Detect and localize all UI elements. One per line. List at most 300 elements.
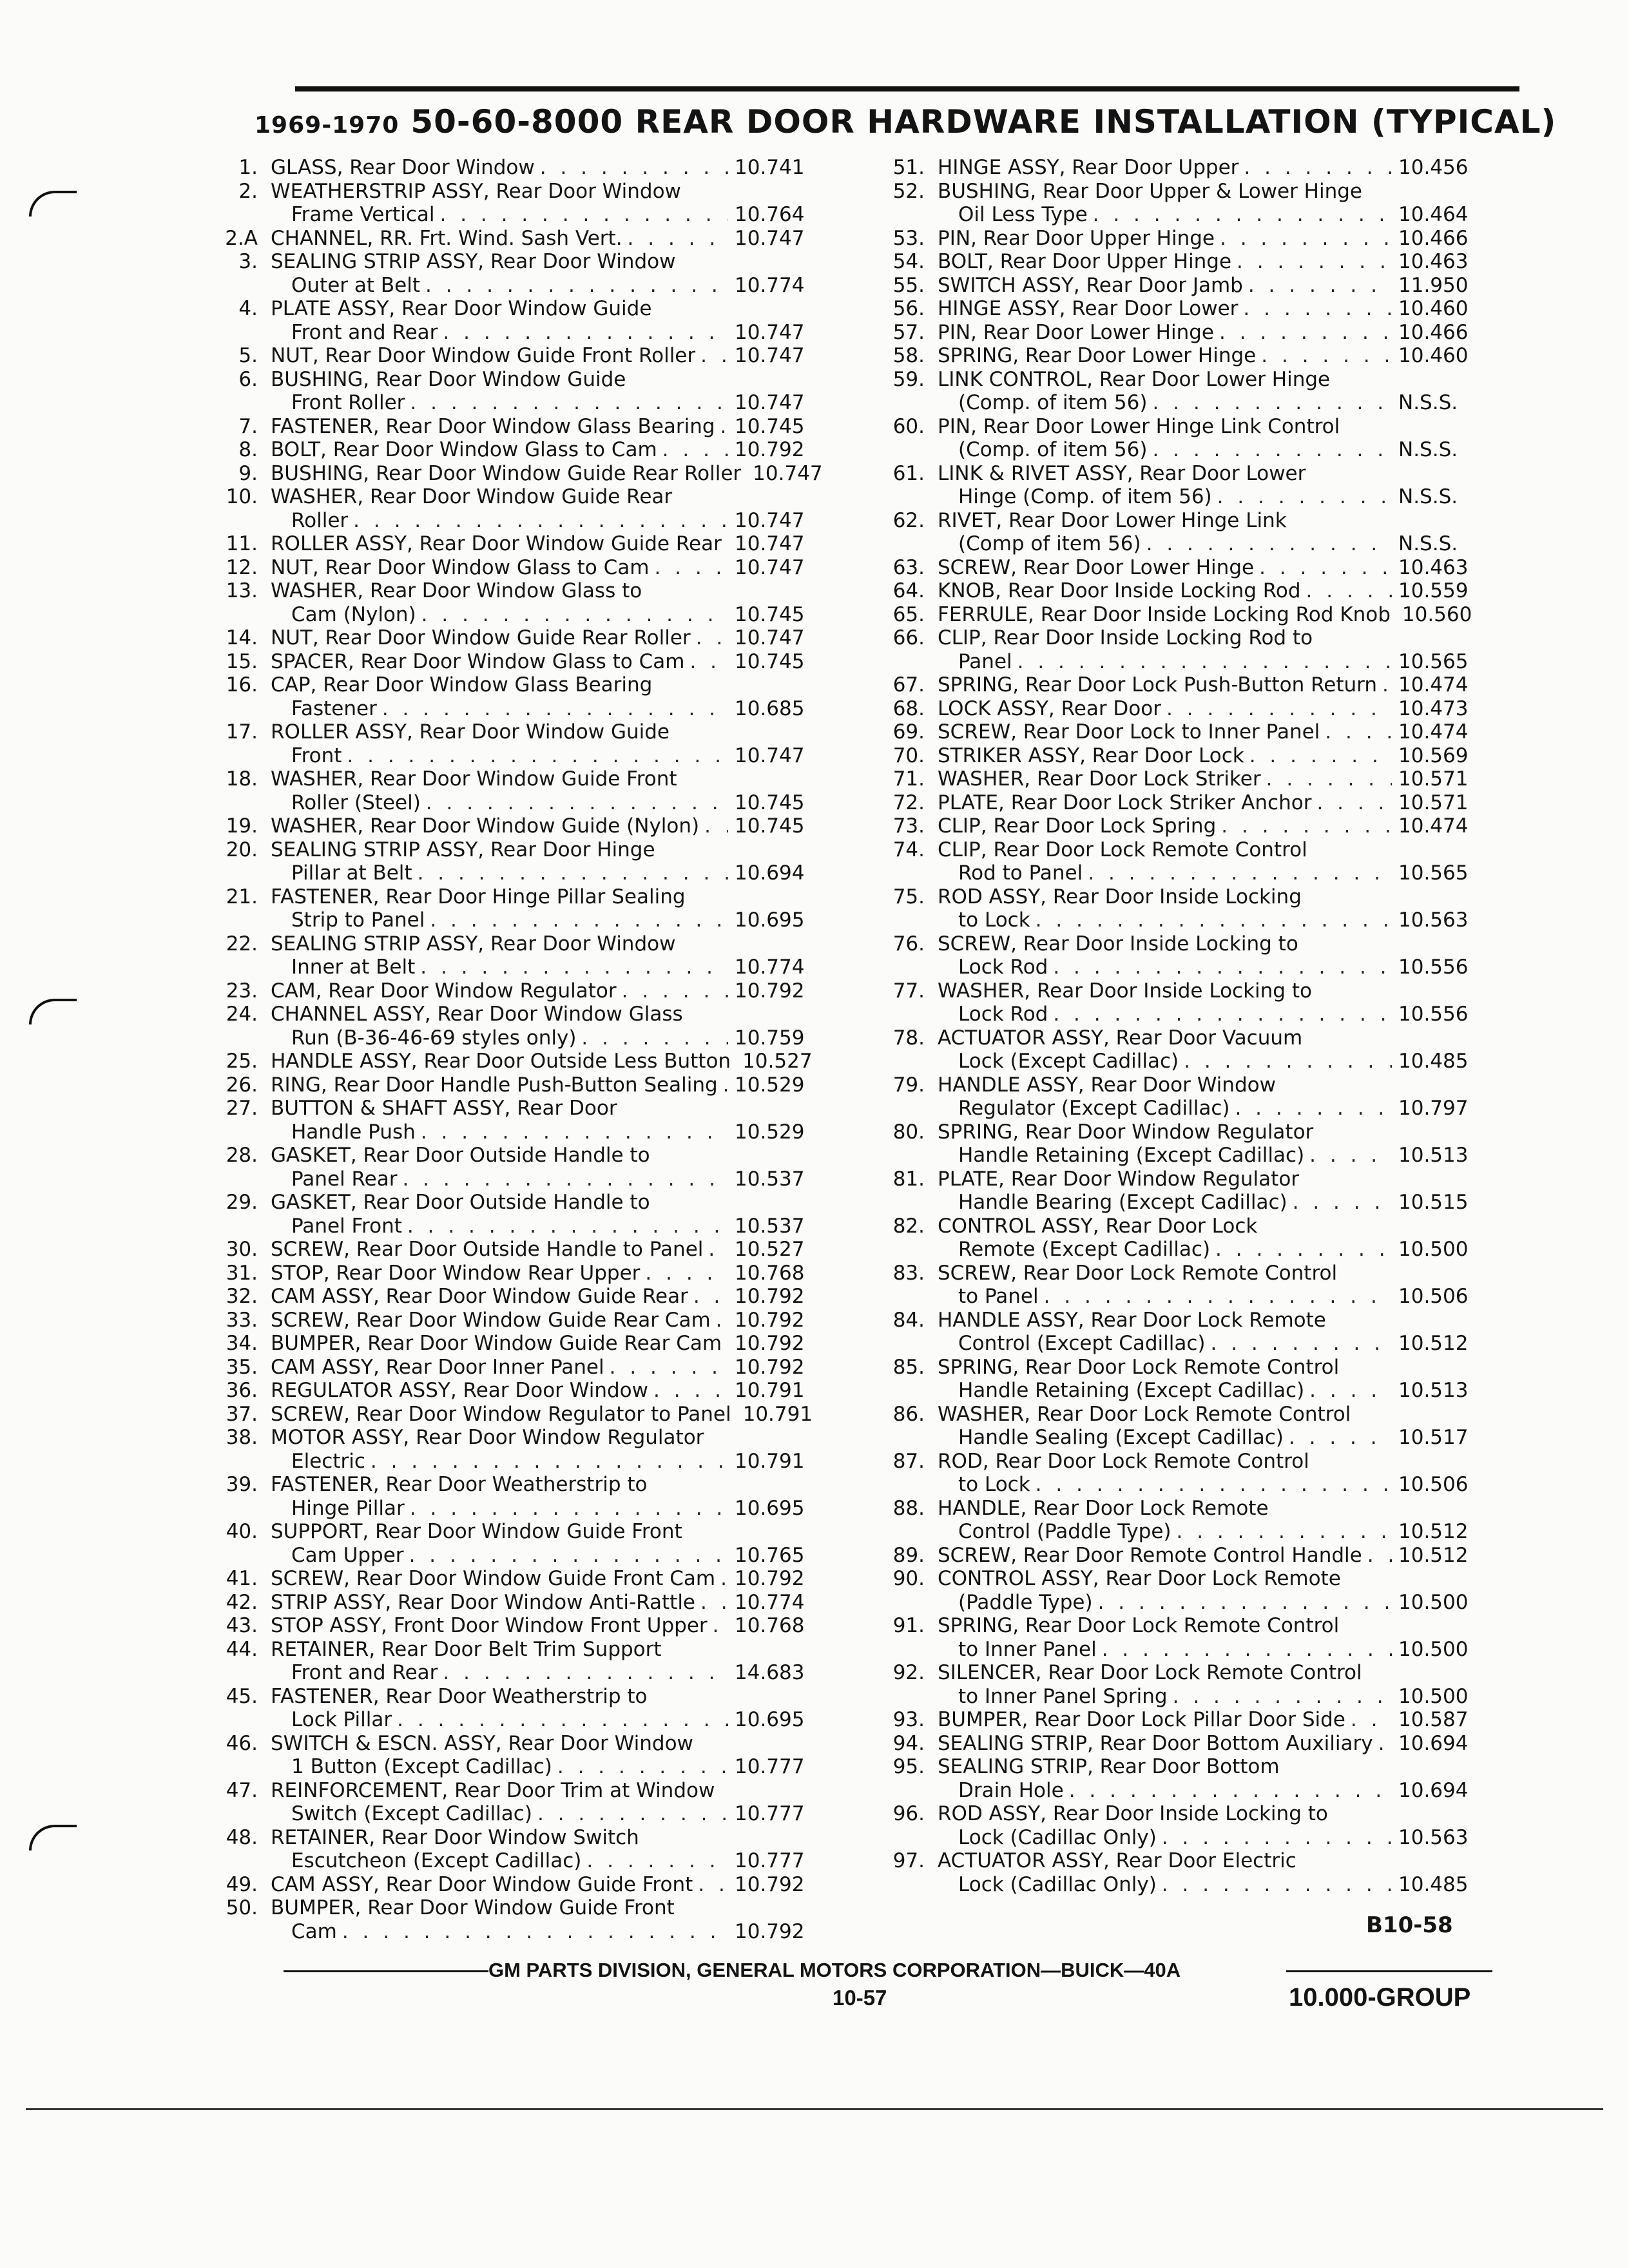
dot-leader — [438, 1661, 728, 1685]
description-line — [271, 626, 815, 650]
dot-leader — [1141, 532, 1392, 556]
part-group-number: 10.797 — [1398, 1097, 1469, 1120]
part-item — [854, 673, 1485, 697]
description-text: Cam Upper — [291, 1543, 404, 1567]
item-number: 67. — [892, 673, 925, 697]
dot-leader — [1210, 1238, 1392, 1262]
item-number: 92. — [892, 1661, 925, 1684]
part-item — [854, 1073, 1485, 1120]
footer-rule-right — [1286, 1970, 1492, 1972]
dot-leader — [722, 1332, 728, 1356]
item-description — [938, 673, 1485, 697]
part-group-number: 10.792 — [735, 1919, 805, 1943]
description-text: WEATHERSTRIP ASSY, Rear Door Window — [271, 179, 681, 203]
part-group-number: 10.515 — [1398, 1191, 1469, 1214]
binder-hole-mark — [29, 1825, 77, 1850]
description-text: PLATE, Rear Door Lock Striker Anchor — [938, 791, 1312, 814]
item-description — [271, 1685, 815, 1732]
item-description — [938, 603, 1485, 627]
part-item — [187, 1309, 815, 1332]
description-line — [271, 1073, 815, 1097]
item-description — [271, 1050, 815, 1073]
item-description — [271, 838, 815, 885]
dot-leader — [337, 1920, 728, 1944]
item-description — [938, 415, 1485, 462]
description-text: Lock (Cadillac Only) — [958, 1825, 1157, 1849]
part-item — [187, 1003, 815, 1050]
part-item — [187, 1426, 815, 1473]
part-number-spacer — [728, 932, 815, 956]
spacer — [1302, 1026, 1392, 1050]
description-line — [938, 1285, 1485, 1309]
part-group-number: 11.950 — [1398, 273, 1469, 297]
description-line — [271, 203, 815, 227]
description-line — [271, 1708, 815, 1732]
description-text: KNOB, Rear Door Inside Locking Rod — [938, 579, 1301, 602]
description-text: SILENCER, Rear Door Lock Remote Control — [938, 1661, 1362, 1684]
part-number-spacer — [728, 885, 815, 909]
part-item — [854, 1732, 1485, 1756]
description-text: GASKET, Rear Door Outside Handle to — [271, 1144, 650, 1167]
part-number-spacer — [1392, 1262, 1485, 1285]
part-item — [187, 344, 815, 368]
group-label: 10.000-GROUP — [1289, 1983, 1471, 2012]
item-number: 2. — [238, 179, 258, 203]
spacer — [617, 1097, 728, 1120]
description-text: (Paddle Type) — [958, 1590, 1093, 1614]
description-line — [271, 1802, 815, 1826]
description-line — [938, 1591, 1485, 1615]
dot-leader — [434, 203, 728, 227]
description-text: STRIP ASSY, Rear Door Window Anti-Rattle — [271, 1590, 696, 1614]
description-text: Switch (Except Cadillac) — [291, 1802, 532, 1825]
part-number-spacer — [1392, 1755, 1485, 1779]
description-line — [271, 415, 815, 439]
description-text: SPRING, Rear Door Lock Remote Control — [938, 1614, 1340, 1637]
dot-leader — [731, 1050, 736, 1073]
item-description — [271, 1826, 815, 1873]
part-item — [187, 579, 815, 626]
dot-leader — [1244, 744, 1392, 768]
item-description — [271, 1873, 815, 1897]
item-number: 77. — [892, 979, 925, 1003]
description-line — [938, 1097, 1485, 1120]
part-item — [187, 227, 815, 251]
description-text: PLATE ASSY, Rear Door Window Guide — [271, 297, 652, 320]
item-number: 3. — [238, 250, 258, 273]
description-line — [271, 908, 815, 932]
description-text: HANDLE ASSY, Rear Door Lock Remote — [938, 1308, 1326, 1332]
dot-leader — [402, 1215, 728, 1238]
description-text: Regulator (Except Cadillac) — [958, 1097, 1230, 1120]
part-group-number: 10.774 — [735, 1590, 805, 1614]
part-item — [854, 368, 1485, 415]
part-item — [854, 791, 1485, 815]
spacer — [1313, 1120, 1392, 1144]
description-line — [938, 1520, 1485, 1544]
part-group-number: 10.571 — [1398, 791, 1469, 814]
part-item — [854, 462, 1485, 509]
part-item — [854, 1168, 1485, 1215]
item-number: 69. — [892, 720, 925, 744]
part-group-number: 10.745 — [735, 602, 805, 626]
description-line — [271, 1003, 815, 1026]
spacer — [1340, 415, 1392, 439]
part-item — [854, 720, 1485, 744]
part-item — [187, 1473, 815, 1520]
description-line — [938, 1168, 1485, 1191]
part-item — [854, 1567, 1485, 1614]
description-text: BOLT, Rear Door Upper Hinge — [938, 250, 1232, 273]
description-text: PIN, Rear Door Lower Hinge Link Control — [938, 414, 1340, 438]
part-group-number: 14.683 — [735, 1661, 805, 1684]
spacer — [683, 1003, 728, 1026]
part-number-spacer — [728, 368, 815, 392]
description-line — [271, 603, 815, 627]
spacer — [675, 1896, 728, 1920]
dot-leader — [604, 1356, 728, 1379]
dot-leader — [1157, 1826, 1392, 1850]
spacer — [1337, 1262, 1392, 1285]
spacer — [1362, 180, 1392, 204]
part-number-spacer — [1392, 932, 1485, 956]
dot-leader — [693, 1873, 728, 1897]
item-description — [938, 1708, 1485, 1732]
item-number: 29. — [226, 1191, 258, 1214]
item-number: 57. — [892, 320, 925, 344]
item-description — [938, 791, 1485, 815]
dot-leader — [688, 1285, 728, 1309]
part-item — [854, 321, 1485, 345]
spacer — [675, 932, 728, 956]
part-group-number: N.S.S. — [1398, 438, 1458, 461]
footer-rule-left — [284, 1970, 488, 1972]
description-text: Fastener — [291, 697, 377, 720]
dot-leader — [1301, 579, 1392, 603]
part-group-number: 10.747 — [735, 391, 805, 414]
description-line — [938, 1003, 1485, 1026]
description-text: STOP, Rear Door Window Rear Upper — [271, 1261, 641, 1285]
dot-leader — [1243, 274, 1392, 298]
part-number-spacer — [1392, 885, 1485, 909]
item-description — [938, 767, 1485, 791]
dot-leader — [425, 908, 728, 932]
description-line — [938, 1473, 1485, 1497]
description-line — [938, 720, 1485, 744]
dot-leader — [691, 626, 728, 650]
title-text: 50-60-8000 REAR DOOR HARDWARE INSTALLATION (TYPICAL) — [410, 103, 1557, 140]
part-number-spacer — [1392, 1497, 1485, 1521]
description-text: Panel Rear — [291, 1167, 398, 1191]
item-description — [271, 767, 815, 814]
part-item — [187, 1191, 815, 1238]
item-number: 15. — [226, 649, 258, 673]
item-description — [271, 415, 815, 439]
item-description — [271, 1309, 815, 1332]
description-line — [938, 1450, 1485, 1474]
part-item — [854, 1026, 1485, 1073]
part-item — [187, 1332, 815, 1356]
item-description — [938, 697, 1485, 721]
part-item — [187, 932, 815, 979]
description-line — [271, 485, 815, 509]
item-description — [938, 1661, 1485, 1708]
item-description — [271, 1614, 815, 1638]
spacer — [1302, 885, 1392, 909]
description-text: Lock Rod — [958, 956, 1048, 979]
part-group-number: 10.745 — [735, 791, 805, 814]
description-line — [938, 767, 1485, 791]
description-text: Rod to Panel — [958, 861, 1083, 885]
item-description — [938, 1614, 1485, 1661]
part-number-spacer — [728, 767, 815, 791]
item-description — [938, 1802, 1485, 1849]
part-group-number: 10.563 — [1398, 1825, 1469, 1849]
part-item — [187, 814, 815, 838]
description-line — [938, 744, 1485, 768]
item-number: 68. — [892, 697, 925, 720]
description-line — [271, 697, 815, 721]
description-text: WASHER, Rear Door Inside Locking to — [938, 979, 1312, 1003]
description-text: Strip to Panel — [291, 908, 425, 932]
part-number-spacer — [728, 297, 815, 321]
part-group-number: 10.745 — [735, 414, 805, 438]
part-number-spacer — [1392, 1614, 1485, 1638]
part-item — [854, 1497, 1485, 1544]
description-text: Escutcheon (Except Cadillac) — [291, 1849, 582, 1872]
part-item — [187, 838, 815, 885]
item-number: 62. — [892, 508, 925, 532]
part-group-number: 10.774 — [735, 273, 805, 297]
description-text: RING, Rear Door Handle Push-Button Sealing — [271, 1073, 718, 1097]
description-line — [938, 1309, 1485, 1332]
part-item — [854, 579, 1485, 603]
dot-leader — [1377, 673, 1392, 697]
description-text: SEALING STRIP ASSY, Rear Door Window — [271, 250, 676, 273]
description-line — [938, 1732, 1485, 1756]
item-number: 39. — [226, 1473, 258, 1496]
item-description — [271, 461, 823, 486]
item-number: 12. — [226, 555, 258, 579]
part-number-spacer — [728, 838, 815, 862]
item-description — [938, 156, 1485, 180]
part-group-number: 10.500 — [1398, 1684, 1469, 1708]
description-text: CAM ASSY, Rear Door Window Guide Rear — [271, 1285, 688, 1308]
item-number: 91. — [892, 1614, 925, 1637]
part-group-number: 10.792 — [735, 438, 805, 461]
item-number: 25. — [226, 1050, 258, 1073]
part-group-number: 10.694 — [1398, 1731, 1469, 1755]
part-number-spacer — [1392, 1567, 1485, 1591]
part-item — [187, 1591, 815, 1615]
dot-leader — [342, 744, 728, 768]
part-group-number: 10.774 — [735, 956, 805, 979]
item-number: 37. — [226, 1402, 258, 1426]
description-text: Front — [291, 744, 342, 767]
description-line — [271, 1191, 815, 1215]
part-number-spacer — [728, 1191, 815, 1215]
spacer — [650, 1191, 728, 1215]
spacer — [1309, 1450, 1392, 1474]
item-description — [938, 509, 1485, 556]
part-group-number: 10.747 — [735, 320, 805, 344]
part-number-spacer — [728, 1779, 815, 1803]
dot-leader — [1373, 1732, 1392, 1756]
dot-leader — [1093, 1591, 1392, 1615]
description-line — [938, 603, 1485, 627]
spacer — [1276, 1073, 1392, 1097]
part-group-number: 10.474 — [1398, 814, 1469, 838]
item-description — [271, 1779, 815, 1826]
part-group-number: 10.745 — [735, 814, 805, 838]
description-text: LINK CONTROL, Rear Door Lower Hinge — [938, 367, 1331, 391]
description-text: Hinge (Comp. of item 56) — [958, 485, 1212, 508]
item-number: 49. — [226, 1872, 258, 1896]
part-group-number: 10.587 — [1398, 1708, 1469, 1731]
item-number: 41. — [226, 1567, 258, 1590]
description-text: BOLT, Rear Door Window Glass to Cam — [271, 438, 657, 461]
description-text: HANDLE, Rear Door Lock Remote — [938, 1496, 1269, 1520]
spacer — [647, 1473, 728, 1497]
description-line — [938, 344, 1485, 368]
description-text: SEALING STRIP, Rear Door Bottom Auxiliary — [938, 1731, 1373, 1755]
description-text: CHANNEL, RR. Frt. Wind. Sash Vert. — [271, 226, 622, 250]
description-line — [271, 744, 815, 768]
description-line — [271, 979, 815, 1003]
part-group-number: 10.485 — [1398, 1050, 1469, 1073]
item-number: 6. — [238, 367, 258, 391]
description-line — [271, 1638, 815, 1662]
description-line — [271, 227, 815, 251]
spacer — [1339, 1614, 1392, 1638]
description-line — [938, 1755, 1485, 1779]
spacer — [1330, 368, 1392, 392]
spacer — [1269, 1497, 1392, 1521]
item-description — [938, 1309, 1485, 1356]
description-text: Roller — [291, 508, 349, 532]
item-number: 11. — [226, 532, 258, 555]
part-item — [854, 838, 1485, 885]
part-item — [854, 1262, 1485, 1309]
description-text: HANDLE ASSY, Rear Door Outside Less Button — [271, 1050, 731, 1073]
part-item — [187, 297, 815, 344]
part-number-spacer — [728, 1685, 815, 1709]
part-item — [187, 1097, 815, 1144]
item-description — [938, 1168, 1485, 1215]
part-item — [854, 227, 1485, 251]
description-text: Handle Retaining (Except Cadillac) — [958, 1379, 1305, 1402]
spacer — [1307, 838, 1392, 862]
description-text: Lock (Cadillac Only) — [958, 1872, 1157, 1896]
description-line — [271, 156, 815, 180]
dot-leader — [535, 156, 728, 180]
part-item — [187, 461, 823, 486]
description-text: CAM ASSY, Rear Door Inner Panel — [271, 1355, 604, 1379]
part-group-number: 10.791 — [735, 1379, 805, 1402]
item-description — [271, 1332, 815, 1356]
part-number-spacer — [1392, 462, 1485, 486]
description-line — [938, 438, 1485, 462]
item-description — [271, 1591, 815, 1615]
description-line — [938, 462, 1485, 486]
part-item — [187, 1685, 815, 1732]
part-group-number: 10.768 — [735, 1614, 805, 1637]
description-line — [271, 1614, 815, 1638]
part-group-number: 10.466 — [1398, 320, 1469, 344]
part-item — [187, 1262, 815, 1285]
item-number: 79. — [892, 1073, 925, 1097]
part-item — [854, 1309, 1485, 1356]
item-description — [271, 368, 815, 415]
item-number: 56. — [892, 297, 925, 320]
part-group-number: 10.464 — [1398, 203, 1469, 226]
item-description — [938, 180, 1485, 227]
description-line — [938, 697, 1485, 721]
part-group-number: 10.747 — [735, 744, 805, 767]
spacer — [1326, 1309, 1392, 1332]
description-text: ROD, Rear Door Lock Remote Control — [938, 1449, 1309, 1473]
description-line — [938, 321, 1485, 345]
item-number: 82. — [892, 1214, 925, 1238]
description-text: ROLLER ASSY, Rear Door Window Guide — [271, 720, 670, 744]
part-item — [187, 1403, 815, 1427]
description-line — [271, 321, 815, 345]
item-description — [938, 814, 1485, 838]
description-line — [938, 626, 1485, 650]
item-number: 28. — [226, 1144, 258, 1167]
part-group-number: 10.527 — [735, 1238, 805, 1261]
description-text: CAP, Rear Door Window Glass Bearing — [271, 673, 653, 697]
description-line — [271, 1497, 815, 1521]
description-text: Inner at Belt — [291, 956, 416, 979]
part-group-number: N.S.S. — [1398, 532, 1458, 555]
spacer — [704, 1426, 728, 1450]
part-number-spacer — [728, 720, 815, 744]
item-description — [938, 1403, 1485, 1450]
item-number: 48. — [226, 1825, 258, 1849]
description-line — [271, 791, 815, 815]
part-group-number: 10.474 — [1398, 673, 1469, 697]
description-line — [271, 650, 815, 674]
item-description — [938, 1849, 1485, 1896]
part-number-spacer — [1392, 1661, 1485, 1685]
item-description — [271, 250, 815, 297]
description-text: ROLLER ASSY, Rear Door Window Guide Rear — [271, 532, 722, 555]
description-line — [271, 1779, 815, 1803]
description-line — [938, 556, 1485, 580]
part-item — [854, 1450, 1485, 1497]
item-description — [271, 1073, 815, 1097]
part-number-spacer — [728, 1826, 815, 1850]
item-number: 5. — [238, 344, 258, 367]
description-text: CAM, Rear Door Window Regulator — [271, 979, 617, 1003]
part-item — [187, 1896, 815, 1943]
part-group-number: 10.456 — [1398, 156, 1469, 179]
description-line — [271, 1332, 815, 1356]
item-description — [271, 1520, 815, 1567]
description-text: CHANNEL ASSY, Rear Door Window Glass — [271, 1003, 683, 1026]
item-description — [938, 979, 1485, 1026]
description-text: RIVET, Rear Door Lower Hinge Link — [938, 508, 1287, 532]
description-text: SPRING, Rear Door Lock Remote Control — [938, 1355, 1340, 1379]
dot-leader — [397, 1168, 728, 1191]
description-text: NUT, Rear Door Window Glass to Cam — [271, 555, 650, 579]
part-number-spacer — [728, 1638, 815, 1662]
spacer — [662, 1638, 728, 1662]
description-text: ROD ASSY, Rear Door Inside Locking to — [938, 1802, 1328, 1825]
part-group-number: 10.695 — [735, 908, 805, 932]
part-group-number: 10.512 — [1398, 1332, 1469, 1355]
